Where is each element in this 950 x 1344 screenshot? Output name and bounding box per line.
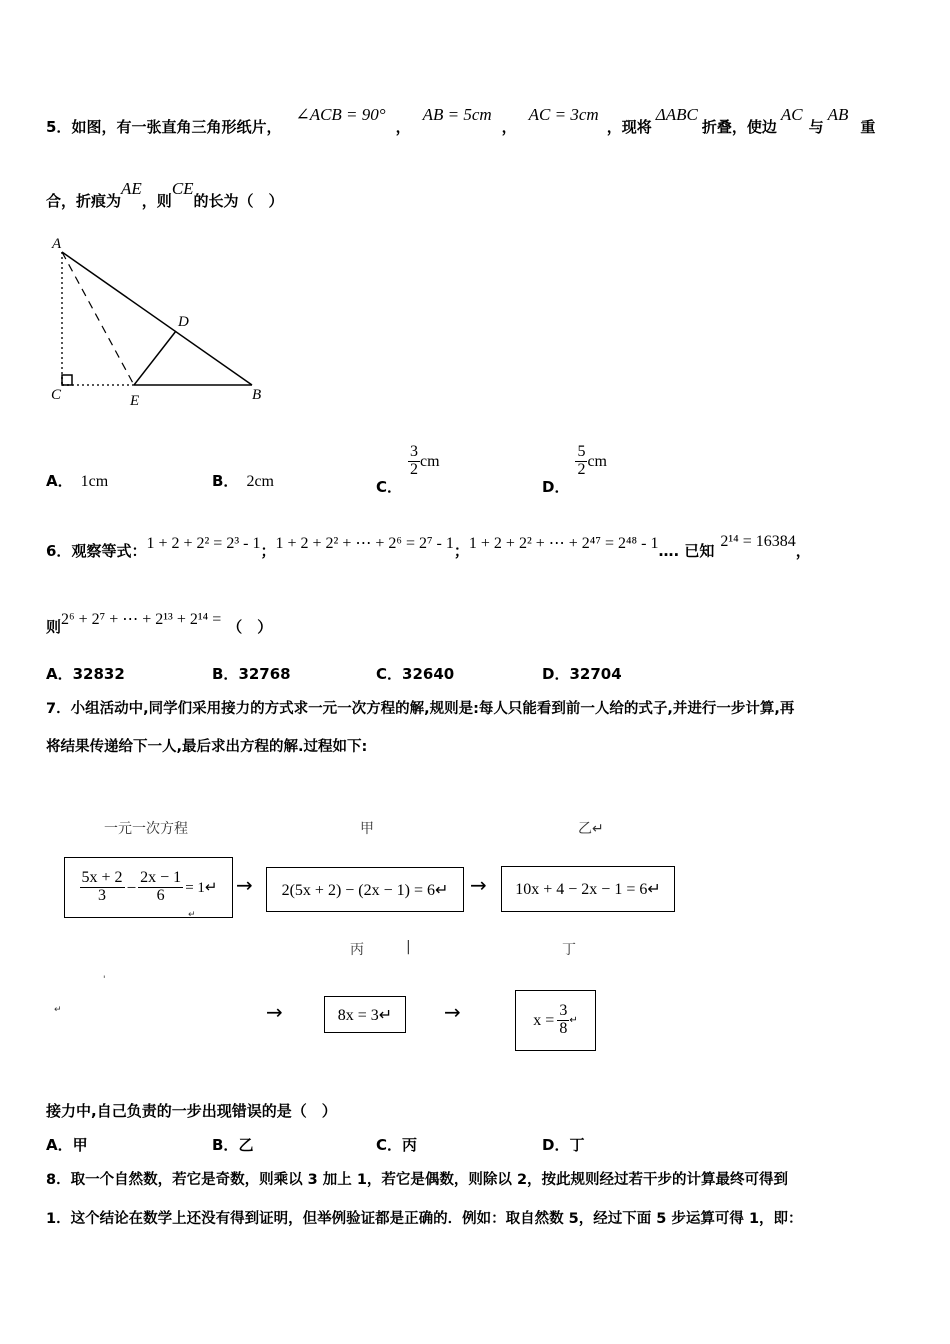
equation-2: 1 + 2 + 2² + ⋯ + 2⁶ = 2⁷ - 1 [275, 535, 454, 552]
fold-line-ae [62, 252, 134, 385]
label-jia: 甲 [360, 821, 374, 837]
label-bing: 丙 [350, 942, 364, 958]
label-ding: 丁 [562, 942, 576, 958]
segment-de [134, 331, 176, 385]
label-a: A [52, 236, 62, 252]
q7-line2: 将结果传递给下一人,最后求出方程的解.过程如下: [46, 739, 368, 755]
equation-1: 1 + 2 + 2² = 2³ - 1 [146, 535, 261, 552]
q7-option-d[interactable]: D．丁 [542, 1136, 585, 1154]
box-bing-step: 8x = 3↵ [324, 996, 406, 1033]
arrow-2: → [470, 873, 487, 897]
q6-option-c[interactable]: C．32640 [376, 665, 455, 683]
box-jia-step: 2(5x + 2) − (2x − 1) = 6↵ [266, 867, 464, 912]
q5-number: 5． [46, 118, 72, 136]
arrow-4: → [444, 1000, 461, 1024]
q5-option-a[interactable]: A． 1cm [46, 472, 109, 490]
label-start: 一元一次方程 [104, 821, 188, 837]
q8-line1: 8．取一个自然数，若它是奇数，则乘以 3 加上 1，若它是偶数，则除以 2，按此规则经过若干步的计算最终可得到 [46, 1172, 789, 1188]
known-power: 2¹⁴ = 16384 [720, 533, 796, 550]
triangle-figure [40, 230, 280, 410]
q5-option-b[interactable]: B． 2cm [212, 472, 274, 490]
label-b: B [252, 387, 262, 403]
triangle-abc: ΔABC [655, 105, 698, 124]
arrow-1: → [236, 873, 253, 897]
q5-option-c[interactable]: C． $\frac{3}{2}$ cm [376, 443, 440, 496]
q6-number: 6． [46, 542, 72, 560]
q6-option-b[interactable]: B．32768 [212, 665, 291, 683]
q6-line2: 则2⁶ + 2⁷ + ⋯ + 2¹³ + 2¹⁴ = （ ） [46, 611, 273, 636]
equation-3: 1 + 2 + 2² + ⋯ + 2⁴⁷ = 2⁴⁸ - 1 [468, 535, 659, 552]
arrow-3: → [266, 1000, 283, 1024]
q7-question: 接力中,自己负责的一步出现错误的是（ ） [46, 1102, 337, 1120]
fold-ae: AE [121, 179, 142, 198]
q5-line2: 合，折痕为AE，则CE的长为（ ） [46, 179, 284, 210]
q7-line1: 7．小组活动中,同学们采用接力的方式求一元一次方程的解,规则是:每人只能看到前一人给的式子,并进行一步计算,再 [46, 701, 795, 717]
box-ding-step: x = $\frac{3}{8}$ ↵ [515, 990, 596, 1051]
label-d: D [178, 314, 189, 330]
q8-line2: 1．这个结论在数学上还没有得到证明，但举例验证都是正确的．例如：取自然数 5，经过下面 5 步运算可得 1，即： [46, 1211, 803, 1227]
ac-length: AC = 3cm [528, 105, 599, 124]
label-e: E [130, 393, 140, 409]
q6-line1: 6．观察等式：1 + 2 + 2² = 2³ - 1；1 + 2 + 2² + ⋯ + 2⁶ = 2⁷ - 1；1 + 2 + 2² + ⋯ + 2⁴⁷ = 2⁴⁸ - 1…. 已知2¹⁴ = 16384， [46, 533, 811, 560]
q6-option-d[interactable]: D．32704 [542, 665, 622, 683]
box-yi-step: 10x + 4 − 2x − 1 = 6↵ [501, 866, 675, 912]
q6-option-a[interactable]: A．32832 [46, 665, 125, 683]
label-c: C [51, 387, 62, 403]
q7-option-b[interactable]: B．乙 [212, 1136, 254, 1154]
sum-expression: 2⁶ + 2⁷ + ⋯ + 2¹³ + 2¹⁴ = [61, 611, 222, 628]
side-ab [62, 252, 252, 385]
q7-option-a[interactable]: A．甲 [46, 1136, 88, 1154]
q7-option-c[interactable]: C．丙 [376, 1136, 418, 1154]
ab-length: AB = 5cm [422, 105, 492, 124]
box-original-equation: $\frac{5x + 2}{3}$ − $\frac{2x - 1}{6}$ = 1↵ [64, 857, 233, 918]
label-yi: 乙↵ [578, 821, 604, 837]
q5-line1: 5．如图，有一张直角三角形纸片，∠ACB = 90°，AB = 5cm，AC = 3cm，现将ΔABC折叠，使边AC与AB重 [46, 105, 876, 136]
segment-ce: CE [171, 179, 194, 198]
angle-acb: ∠ACB = 90° [295, 105, 386, 124]
right-angle-mark [62, 375, 72, 385]
q5-option-d[interactable]: D． $\frac{5}{2}$ cm [542, 443, 607, 496]
